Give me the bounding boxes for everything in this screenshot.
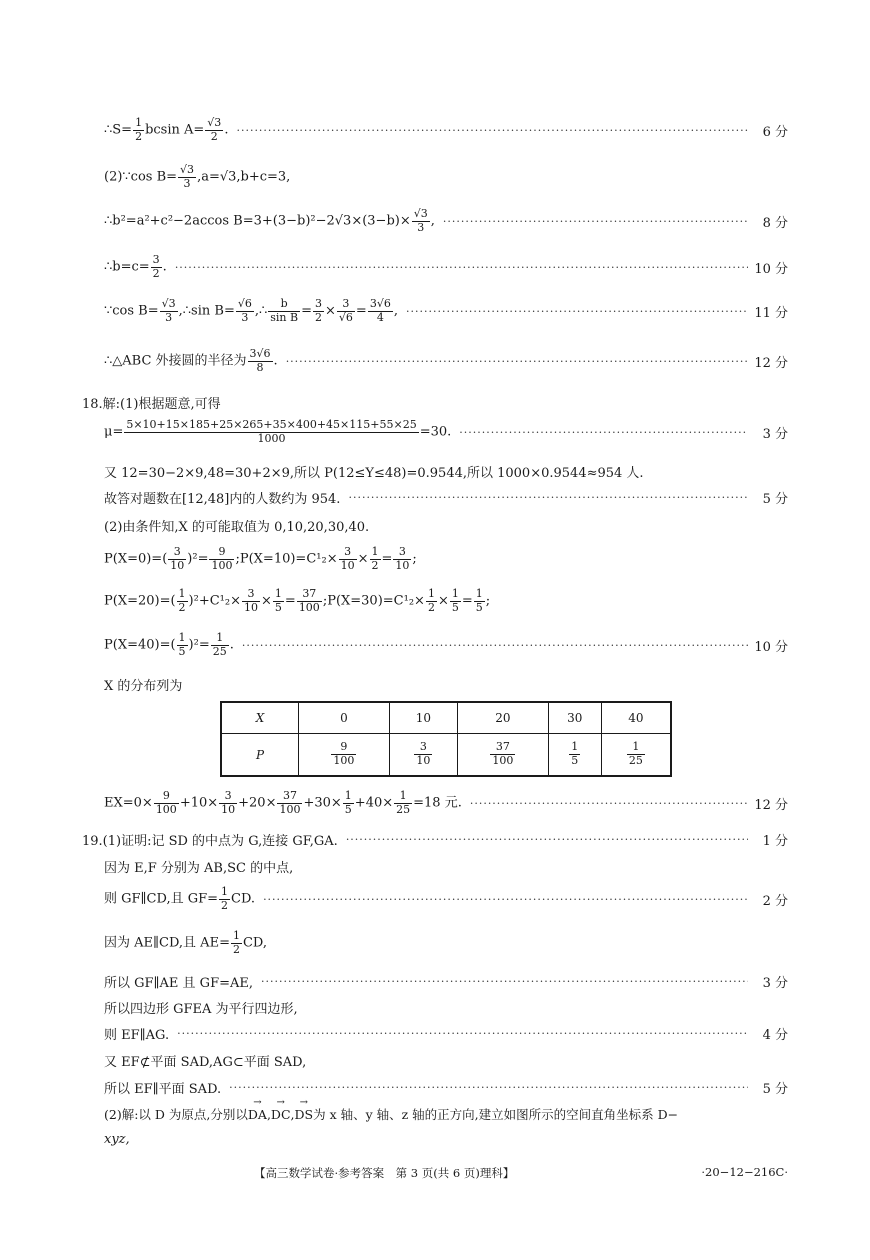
solution-line: μ= $\frac{5\times 10+15\times 185+25\times 265+35\times 400+45\times 115+55\times 25}{1000}$ =30. ····· 3 分 bbox=[104, 419, 788, 445]
leader-dots bbox=[175, 261, 748, 274]
math-text: bcsin A= bbox=[145, 122, 205, 138]
leader-dots bbox=[242, 639, 748, 652]
distribution-table bbox=[220, 701, 672, 777]
leader-dots bbox=[286, 355, 748, 368]
score: 3 分 bbox=[762, 426, 788, 442]
vector: DS → bbox=[295, 1107, 314, 1122]
leader-dots bbox=[261, 975, 748, 988]
problem-heading: 19.(1)证明:记 SD 的中点为 G,连接 GF,GA. ····· 1 分 bbox=[82, 830, 788, 849]
score: 2 分 bbox=[762, 893, 788, 909]
solution-line: 故答对题数在[12,48]内的人数约为 954. ····· 5 分 bbox=[104, 488, 788, 507]
score: 10 分 bbox=[754, 261, 788, 277]
leader-dots bbox=[470, 797, 748, 810]
table-cell: 30 bbox=[548, 702, 601, 734]
fraction: $\frac{37}{100}$ bbox=[298, 587, 320, 614]
fraction: $\frac{√3}{3}$ bbox=[180, 163, 195, 190]
solution-line: 又 12=30−2×9,48=30+2×9,所以 P(12≤Y≤48)=0.9544,所以 1000×0.9544≈954 人. bbox=[104, 466, 644, 481]
fraction: $\frac{3√6}{4}$ bbox=[369, 297, 391, 324]
score: 5 分 bbox=[762, 1082, 788, 1097]
fraction: $\frac{3}{10}$ bbox=[244, 587, 258, 614]
leader-dots bbox=[236, 124, 748, 137]
leader-dots bbox=[346, 833, 748, 846]
vector: DA → bbox=[248, 1107, 267, 1122]
fraction: $\frac{√3}{3}$ bbox=[161, 297, 176, 324]
score: 11 分 bbox=[754, 305, 788, 321]
fraction: $\frac{37}{100}$ bbox=[279, 789, 301, 816]
leader-dots bbox=[177, 1027, 748, 1040]
solution-line: ∴b²=a²+c²−2accos B=3+(3−b)²−2√3×(3−b)× $\frac{√3}{3}$ , ····· 8 分 bbox=[104, 208, 788, 234]
fraction: $\frac{1}{5}$ bbox=[274, 587, 282, 614]
vector: DC → bbox=[271, 1107, 291, 1122]
solution-line: X 的分布列为 bbox=[104, 679, 183, 694]
score: 8 分 bbox=[762, 215, 788, 231]
table-cell: $\frac{3}{10}$ bbox=[389, 734, 457, 777]
fraction: $\frac{1}{5}$ bbox=[344, 789, 352, 816]
fraction: $\frac{1}{2}$ bbox=[232, 929, 240, 956]
score: 5 分 bbox=[762, 492, 788, 507]
score: 1 分 bbox=[762, 834, 788, 849]
fraction: $\frac{5\times 10+15\times 185+25\times 265+35\times 400+45\times 115+55\times 25}{1000}$ bbox=[126, 418, 417, 445]
table-row bbox=[221, 734, 671, 777]
solution-line: 因为 E,F 分别为 AB,SC 的中点, bbox=[104, 861, 294, 876]
fraction: $\frac{9}{100}$ bbox=[155, 789, 177, 816]
table-cell: $\frac{9}{100}$ bbox=[299, 734, 390, 777]
solution-line: 所以四边形 GFEA 为平行四边形, bbox=[104, 1002, 298, 1017]
table-cell: 10 bbox=[389, 702, 457, 734]
page-footer bbox=[104, 1165, 788, 1181]
solution-line: (2)由条件知,X 的可能取值为 0,10,20,30,40. bbox=[104, 520, 370, 535]
math-text: ∴S= bbox=[104, 122, 133, 138]
solution-line: xyz, bbox=[104, 1132, 130, 1147]
table-cell: $\frac{1}{5}$ bbox=[548, 734, 601, 777]
problem-heading: 18.解:(1)根据题意,可得 bbox=[82, 397, 221, 412]
table-row bbox=[221, 702, 671, 734]
solution-line: P(X=40)=( $\frac{1}{5}$ )²= $\frac{1}{25}$ . ····· 10 分 bbox=[104, 632, 788, 658]
fraction: $\frac{1}{5}$ bbox=[451, 587, 459, 614]
solution-line: 则 GF∥CD,且 GF= $\frac{1}{2}$ CD. ····· 2 分 bbox=[104, 886, 788, 912]
solution-line: P(X=20)=( $\frac{1}{2}$ )²+C¹₂× $\frac{3}{10}$ × $\frac{1}{5}$ = $\frac{37}{100}$ ;P(X=30)=C¹₂× $\frac{1}{2}$ × $\frac{1}{5}$ = $\frac{1}{5}$ ; bbox=[104, 587, 491, 614]
fraction: $\frac{1}{25}$ bbox=[396, 789, 411, 816]
fraction: $\frac{√3}{3}$ bbox=[413, 207, 428, 234]
fraction: $\frac{9}{100}$ bbox=[211, 545, 233, 572]
solution-line: 则 EF∥AG. ····· 4 分 bbox=[104, 1024, 788, 1043]
fraction: $\frac{√3}{2}$ bbox=[207, 116, 222, 143]
leader-dots bbox=[406, 305, 748, 318]
fraction: $\frac{3}{10}$ bbox=[221, 789, 236, 816]
leader-dots bbox=[348, 491, 748, 504]
score: 6 分 bbox=[762, 124, 788, 140]
fraction: $\frac{3}{2}$ bbox=[152, 253, 160, 280]
solution-line: ∴b=c= $\frac{3}{2}$ . ····· 10 分 bbox=[104, 254, 788, 280]
leader-dots bbox=[459, 426, 748, 439]
table-cell: 40 bbox=[601, 702, 671, 734]
fraction: $\frac{1}{2}$ bbox=[135, 116, 143, 143]
solution-line: (2)解:以 D 为原点,分别以DA →,DC →,DS →为 x 轴、y 轴、z 轴的正方向,建立如图所示的空间直角坐标系 D− bbox=[104, 1105, 790, 1123]
fraction: $\frac{3}{2}$ bbox=[315, 297, 322, 324]
fraction: $\frac{3√6}{8}$ bbox=[249, 347, 271, 374]
score: 12 分 bbox=[754, 355, 788, 371]
leader-dots bbox=[443, 215, 748, 228]
solution-line: (2)∵cos B= $\frac{√3}{3}$ ,a=√3,b+c=3, bbox=[104, 163, 291, 190]
fraction: $\frac{1}{2}$ bbox=[427, 587, 435, 614]
solution-line: P(X=0)=( $\frac{3}{10}$ )²= $\frac{9}{100}$ ;P(X=10)=C¹₂× $\frac{3}{10}$ × $\frac{1}{2}$ = $\frac{3}{10}$ ; bbox=[104, 545, 417, 572]
fraction: $\frac{1}{5}$ bbox=[178, 631, 186, 658]
fraction: $\frac{1}{25}$ bbox=[212, 631, 227, 658]
solution-line: ∴△ABC 外接圆的半径为 $\frac{3√6}{8}$ . ····· 12 分 bbox=[104, 348, 788, 374]
solution-line: 所以 EF∥平面 SAD. ····· 5 分 bbox=[104, 1078, 788, 1097]
fraction: $\frac{1}{2}$ bbox=[371, 545, 379, 572]
solution-line: EX=0× $\frac{9}{100}$ +10× $\frac{3}{10}$ +20× $\frac{37}{100}$ +30× $\frac{1}{5}$ +40× $\frac{1}{25}$ =18 元. ····· 12 分 bbox=[104, 790, 788, 816]
table-header-p: P bbox=[221, 734, 299, 777]
leader-dots bbox=[229, 1081, 748, 1094]
fraction: $\frac{√6}{3}$ bbox=[237, 297, 252, 324]
solution-line: 所以 GF∥AE 且 GF=AE, ····· 3 分 bbox=[104, 972, 788, 991]
footer-code: ·20−12−216C· bbox=[701, 1165, 788, 1179]
solution-line: 因为 AE∥CD,且 AE= $\frac{1}{2}$ CD, bbox=[104, 929, 268, 956]
fraction: $\frac{1}{2}$ bbox=[221, 885, 229, 912]
table-header-x: X bbox=[221, 702, 299, 734]
footer-title: 【高三数学试卷·参考答案 第 3 页(共 6 页)理科】 bbox=[254, 1166, 515, 1180]
fraction: $\frac{3}{10}$ bbox=[170, 545, 185, 572]
score: 10 分 bbox=[754, 639, 788, 655]
fraction: $\frac{b}{\text{sin B}}$ bbox=[270, 297, 299, 324]
score: 3 分 bbox=[762, 976, 788, 991]
solution-line: 又 EF⊄平面 SAD,AG⊂平面 SAD, bbox=[104, 1055, 307, 1070]
fraction: $\frac{1}{2}$ bbox=[178, 587, 186, 614]
solution-line: ∵cos B= $\frac{√3}{3}$ ,∴sin B= $\frac{√6}{3}$ ,∴ $\frac{b}{\text{sin B}}$ = $\frac{3}{2}$ × $\frac{3}{√6}$ = $\frac{3√6}{4}$ , ····· 11 分 bbox=[104, 298, 788, 324]
table-cell: $\frac{37}{100}$ bbox=[458, 734, 549, 777]
score: 12 分 bbox=[754, 797, 788, 813]
fraction: $\frac{3}{10}$ bbox=[395, 545, 410, 572]
table-cell: 20 bbox=[458, 702, 549, 734]
table-cell: 0 bbox=[299, 702, 390, 734]
fraction: $\frac{3}{√6}$ bbox=[338, 297, 353, 324]
fraction: $\frac{3}{10}$ bbox=[340, 545, 355, 572]
solution-line: ∴S= $\frac{1}{2}$ bcsin A= $\frac{√3}{2}$ . ····· 6 分 bbox=[104, 117, 788, 143]
table-cell: $\frac{1}{25}$ bbox=[601, 734, 671, 777]
leader-dots bbox=[263, 893, 748, 906]
score: 4 分 bbox=[762, 1028, 788, 1043]
fraction: $\frac{1}{5}$ bbox=[475, 587, 483, 614]
